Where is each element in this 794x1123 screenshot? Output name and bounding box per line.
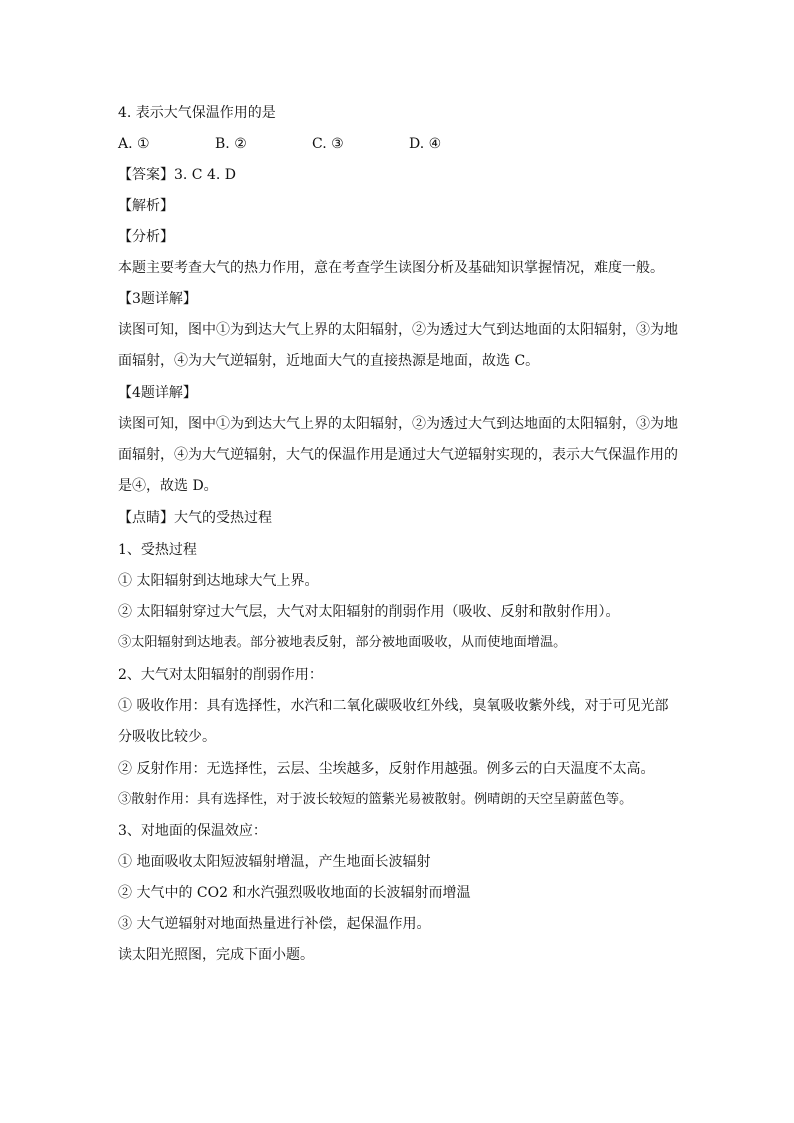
jiexi-heading: 【解析】 — [118, 198, 174, 214]
section-2-title: 2、大气对太阳辐射的削弱作用： — [118, 667, 323, 683]
fenxi-text: 本题主要考查大气的热力作用，意在考查学生读图分析及基础知识掌握情况，难度一般。 — [118, 260, 664, 276]
option-b: B. ② — [215, 136, 247, 152]
question-4-stem: 4. 表示大气保温作用的是 — [118, 105, 276, 121]
q3-heading: 【3题详解】 — [118, 291, 197, 307]
section-3-item-3: ③ 大气逆辐射对地面热量进行补偿，起保温作用。 — [118, 916, 431, 932]
question-4-options — [118, 135, 441, 153]
section-1-item-3: ③太阳辐射到达地表。部分被地表反射，部分被地面吸收，从而使地面增温。 — [118, 635, 567, 650]
section-2-item-1: ① 吸收作用：具有选择性，水汽和二氧化碳吸收红外线，臭氧吸收紫外线，对于可见光部 — [118, 698, 669, 714]
section-1-title: 1、受热过程 — [118, 542, 197, 558]
answer-line: 【答案】3. C 4. D — [118, 167, 237, 183]
option-a: A. ① — [118, 136, 150, 152]
q4-line-1: 读图可知，图中①为到达大气上界的太阳辐射，②为透过大气到达地面的太阳辐射，③为地 — [118, 416, 678, 432]
section-1-item-1: ① 太阳辐射到达地球大气上界。 — [118, 573, 319, 589]
option-c: C. ③ — [312, 136, 344, 152]
section-2-item-1-cont: 分吸收比较少。 — [118, 729, 216, 745]
q3-line-2: 面辐射，④为大气逆辐射，近地面大气的直接热源是地面，故选 C。 — [118, 353, 540, 369]
q4-line-2: 面辐射，④为大气逆辐射，大气的保温作用是通过大气逆辐射实现的，表示大气保温作用的 — [118, 447, 678, 463]
section-2-item-2: ② 反射作用：无选择性，云层、尘埃越多，反射作用越强。例多云的白天温度不太高。 — [118, 761, 655, 777]
fenxi-heading: 【分析】 — [118, 229, 174, 245]
section-3-title: 3、对地面的保温效应： — [118, 823, 267, 839]
section-3-item-1: ① 地面吸收太阳短波辐射增温，产生地面长波辐射 — [118, 854, 431, 870]
q4-line-3: 是④，故选 D。 — [118, 478, 218, 494]
section-3-item-2: ② 大气中的 CO2 和水汽强烈吸收地面的长波辐射而增温 — [118, 885, 471, 901]
section-2-item-3: ③散射作用：具有选择性，对于波长较短的篮紫光易被散射。例晴朗的天空呈蔚蓝色等。 — [118, 792, 633, 807]
option-d: D. ④ — [409, 136, 442, 152]
dianjing-heading: 【点睛】大气的受热过程 — [118, 510, 272, 526]
q4-heading: 【4题详解】 — [118, 385, 197, 401]
section-1-item-2: ② 太阳辐射穿过大气层，大气对太阳辐射的削弱作用（吸收、反射和散射作用）。 — [118, 604, 620, 620]
q3-line-1: 读图可知，图中①为到达大气上界的太阳辐射，②为透过大气到达地面的太阳辐射，③为地 — [118, 322, 678, 338]
closing-instruction: 读太阳光照图，完成下面小题。 — [118, 947, 314, 963]
